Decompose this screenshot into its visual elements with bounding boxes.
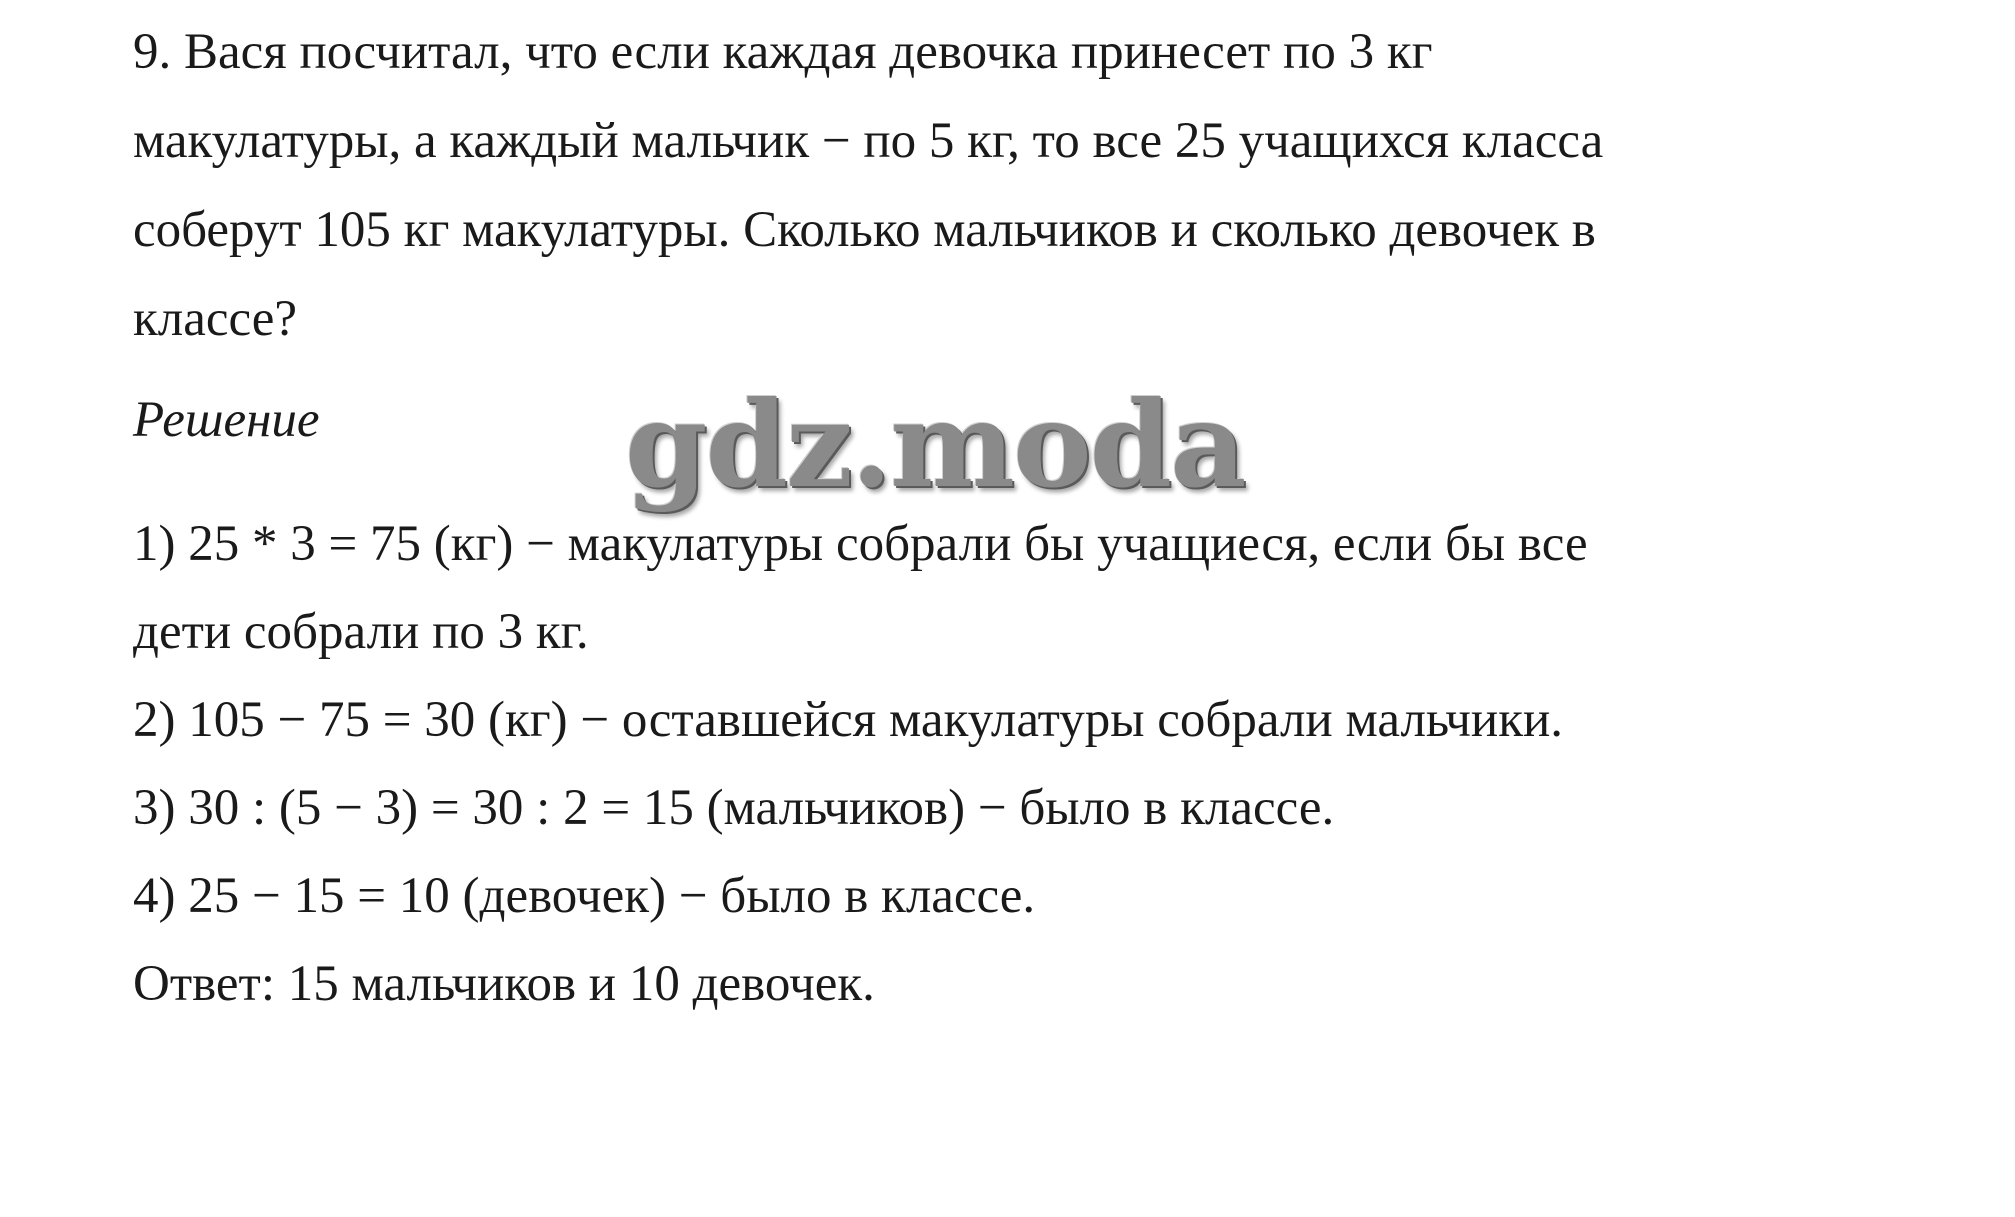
problem-line: макулатуры, а каждый мальчик − по 5 кг, то все 25 учащихся класса <box>133 113 1604 169</box>
solution-steps <box>133 500 1933 1028</box>
solution-line: 2) 105 − 75 = 30 (кг) − оставшейся макулатуры собрали мальчики. <box>133 692 1564 748</box>
solution-heading: Решение <box>133 392 320 448</box>
solution-line: 1) 25 * 3 = 75 (кг) − макулатуры собрали бы учащиеся, если бы все <box>133 516 1588 572</box>
watermark-logo: gdz.moda <box>625 375 1245 514</box>
problem-line: соберут 105 кг макулатуры. Сколько мальчиков и сколько девочек в <box>133 202 1596 258</box>
solution-line: 4) 25 − 15 = 10 (девочек) − было в классе. <box>133 868 1036 924</box>
answer-line: Ответ: 15 мальчиков и 10 девочек. <box>133 956 875 1012</box>
problem-statement <box>133 8 1893 364</box>
problem-line: 9. Вася посчитал, что если каждая девочка принесет по 3 кг <box>133 24 1433 80</box>
solution-line: дети собрали по 3 кг. <box>133 604 589 660</box>
problem-line: классе? <box>133 291 298 347</box>
solution-line: 3) 30 : (5 − 3) = 30 : 2 = 15 (мальчиков) − было в классе. <box>133 780 1335 836</box>
